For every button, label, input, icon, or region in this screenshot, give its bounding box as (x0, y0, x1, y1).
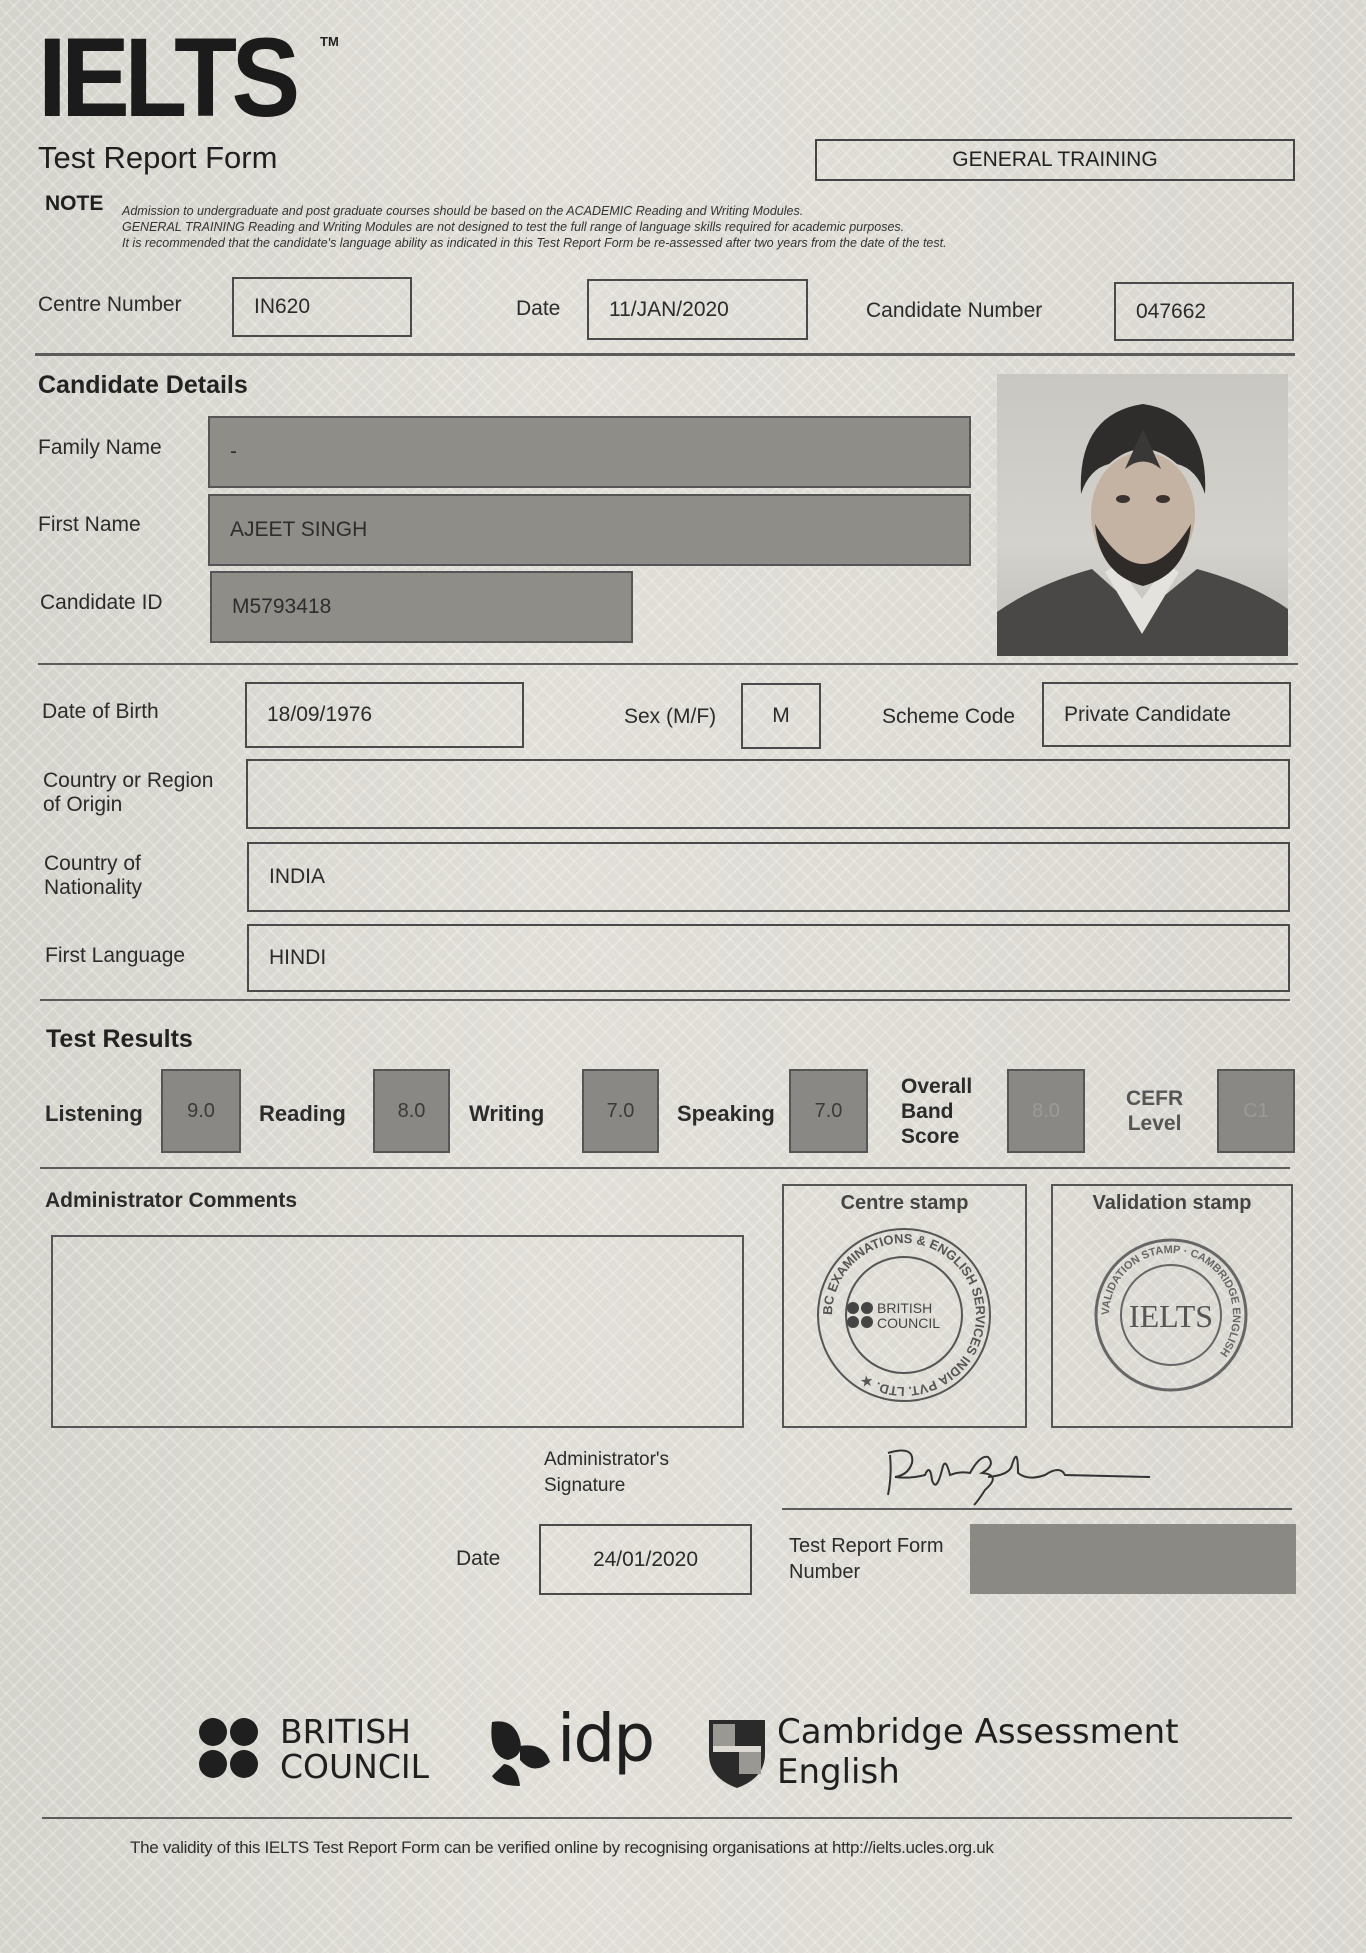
svg-text:BC EXAMINATIONS & ENGLISH SERV: BC EXAMINATIONS & ENGLISH SERVICES INDIA PVT. LTD. ★ (819, 1230, 989, 1400)
sex-label: Sex (M/F) (624, 705, 717, 728)
centre-number-value: IN620 (254, 295, 311, 318)
first-language-value: HINDI (269, 946, 327, 969)
svg-text:VALIDATION STAMP · CAMBRIDGE E: VALIDATION STAMP · CAMBRIDGE ENGLISH (1099, 1243, 1243, 1359)
signature-line (782, 1508, 1292, 1510)
idp-wordmark: idp (557, 1700, 654, 1777)
divider (35, 353, 1295, 356)
origin-label-line-2: of Origin (43, 793, 123, 816)
candidate-portrait-icon (997, 374, 1288, 656)
reading-score (373, 1069, 450, 1153)
overall-band-label (901, 1074, 972, 1149)
overall-band-score-value: 8.0 (1032, 1099, 1060, 1122)
cefr-label-line-1: CEFR (1126, 1087, 1184, 1110)
divider (40, 999, 1290, 1001)
nationality-label-line-1: Country of (44, 852, 141, 875)
divider (42, 1817, 1292, 1819)
validation-stamp-box (1051, 1184, 1293, 1428)
listening-score (161, 1069, 241, 1153)
cefr-level-score (1217, 1069, 1295, 1153)
issue-date-label: Date (456, 1547, 501, 1570)
note-label: NOTE (45, 192, 104, 215)
family-name-field (208, 416, 971, 488)
first-language-label: First Language (45, 944, 186, 967)
scheme-code-field (1042, 682, 1291, 747)
validation-stamp-seal (1053, 1215, 1291, 1415)
origin-label-line-1: Country or Region (43, 769, 214, 792)
first-name-field (208, 494, 971, 566)
admin-comments-heading: Administrator Comments (45, 1189, 298, 1212)
verification-footer: The validity of this IELTS Test Report Form can be verified online by recognising organisations at http://ielts.ucles.org.uk (130, 1838, 994, 1857)
validation-stamp-label: Validation stamp (1092, 1192, 1252, 1214)
candidate-number-label: Candidate Number (866, 299, 1043, 322)
test-results-heading: Test Results (46, 1025, 193, 1053)
dob-field (245, 682, 524, 748)
speaking-score-value: 7.0 (814, 1099, 843, 1122)
idp-logo-icon (484, 1716, 556, 1793)
centre-stamp-label: Centre stamp (840, 1192, 969, 1214)
trf-label-line-1: Test Report Form (789, 1535, 944, 1557)
overall-label-line-2: Band (901, 1100, 954, 1123)
british-council-line-1: BRITISH (280, 1712, 411, 1751)
overall-label-line-1: Overall (901, 1075, 973, 1098)
cambridge-wordmark (777, 1712, 1179, 1792)
note-line-3: It is recommended that the candidate's language ability as indicated in this Test Report Form be re-assessed after two years from the date of the test. (122, 236, 947, 250)
candidate-number-value: 047662 (1136, 299, 1207, 323)
admin-comments-box (51, 1235, 744, 1428)
module-box (815, 139, 1295, 181)
cefr-label-line-2: Level (1127, 1112, 1182, 1135)
candidate-number-field (1114, 282, 1294, 341)
signature-label (544, 1447, 669, 1499)
reading-score-value: 8.0 (397, 1099, 426, 1122)
test-date-value: 11/JAN/2020 (609, 297, 729, 321)
origin-field (246, 759, 1290, 829)
cefr-level-label (1126, 1086, 1183, 1136)
ielts-logo: IELTS (38, 15, 295, 140)
candidate-id-label: Candidate ID (40, 591, 163, 614)
speaking-label: Speaking (677, 1101, 775, 1126)
centre-stamp-seal (784, 1215, 1025, 1415)
dob-value: 18/09/1976 (267, 703, 373, 726)
trademark-mark: TM (320, 34, 339, 49)
trf-label-line-2: Number (789, 1561, 861, 1583)
svg-text:COUNCIL: COUNCIL (877, 1315, 941, 1331)
nationality-value: INDIA (269, 865, 326, 888)
listening-label: Listening (45, 1101, 143, 1126)
reading-label: Reading (259, 1101, 346, 1126)
signature-label-line-1: Administrator's (544, 1449, 670, 1470)
nationality-label-line-2: Nationality (44, 876, 143, 899)
svg-text:BRITISH: BRITISH (877, 1300, 933, 1316)
dob-label: Date of Birth (42, 700, 159, 723)
note-line-1: Admission to undergraduate and post graduate courses should be based on the ACADEMIC Reading and Writing Modules. (122, 204, 804, 218)
page-title: Test Report Form (38, 140, 278, 175)
candidate-id-field (210, 571, 633, 643)
centre-number-label: Centre Number (38, 293, 182, 316)
candidate-details-heading: Candidate Details (38, 371, 248, 399)
note-line-2: GENERAL TRAINING Reading and Writing Modules are not designed to test the full range of language skills required for academic purposes. (122, 220, 905, 234)
listening-score-value: 9.0 (187, 1099, 215, 1122)
writing-score-value: 7.0 (606, 1099, 635, 1122)
british-council-logo-icon (198, 1716, 260, 1780)
family-name-label: Family Name (38, 436, 162, 459)
first-language-field (247, 924, 1290, 992)
overall-band-score (1007, 1069, 1085, 1153)
cambridge-shield-icon (707, 1718, 767, 1795)
british-council-wordmark (280, 1714, 429, 1784)
cefr-level-value: C1 (1243, 1099, 1269, 1122)
note-text (122, 203, 947, 251)
british-council-line-2: COUNCIL (280, 1747, 430, 1786)
sex-field (741, 683, 821, 749)
test-date-label: Date (516, 297, 561, 320)
nationality-field (247, 842, 1290, 912)
module-value: GENERAL TRAINING (952, 148, 1158, 171)
speaking-score (789, 1069, 868, 1153)
overall-label-line-3: Score (901, 1125, 960, 1148)
divider (40, 1167, 1290, 1169)
candidate-id-value: M5793418 (232, 595, 332, 618)
writing-label: Writing (469, 1101, 545, 1126)
origin-label (43, 769, 213, 817)
first-name-value: AJEET SINGH (230, 518, 368, 541)
trf-number-field (970, 1524, 1296, 1594)
candidate-photo (997, 374, 1288, 656)
nationality-label (44, 852, 142, 900)
sex-value: M (772, 704, 790, 727)
svg-text:IELTS: IELTS (1128, 1298, 1214, 1334)
trf-number-label (789, 1533, 943, 1585)
cambridge-line-2: English (777, 1752, 900, 1792)
first-name-label: First Name (38, 513, 141, 536)
signature-label-line-2: Signature (544, 1475, 626, 1496)
family-name-value: - (230, 440, 237, 463)
cambridge-line-1: Cambridge Assessment (777, 1712, 1179, 1752)
scheme-code-label: Scheme Code (882, 705, 1016, 728)
scheme-code-value: Private Candidate (1064, 702, 1231, 726)
writing-score (582, 1069, 659, 1153)
test-date-field (587, 279, 808, 340)
centre-stamp-box (782, 1184, 1027, 1428)
centre-number-field (232, 277, 412, 337)
issue-date-value: 24/01/2020 (592, 1547, 699, 1571)
administrator-signature (870, 1435, 1170, 1510)
divider (38, 663, 1298, 665)
issue-date-field (539, 1524, 752, 1595)
